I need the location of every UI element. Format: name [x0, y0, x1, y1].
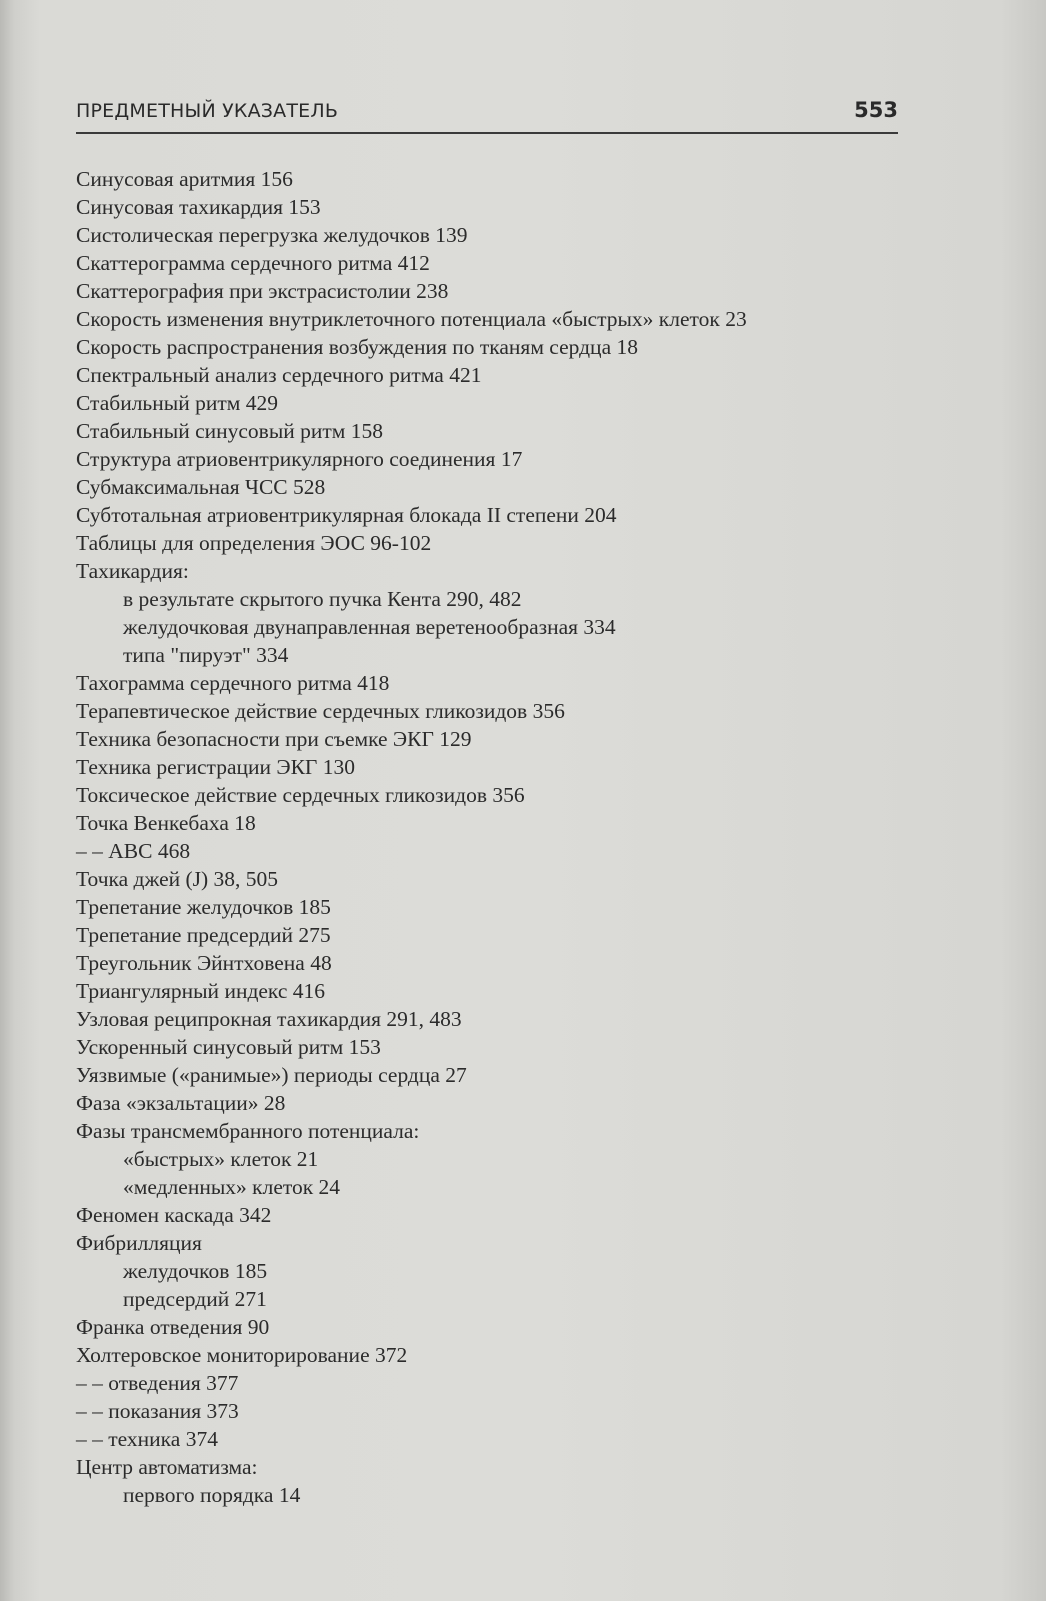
index-entry: Стабильный синусовый ритм 158 [76, 419, 384, 443]
index-entry: Фибрилляция [76, 1231, 202, 1255]
index-entry: Точка Венкебаха 18 [76, 811, 256, 835]
index-entry: Ускоренный синусовый ритм 153 [76, 1035, 381, 1059]
index-entry: Скаттерограмма сердечного ритма 412 [76, 251, 430, 275]
index-entry: Скорость распространения возбуждения по тканям сердца 18 [76, 335, 638, 359]
index-entry: Структура атриовентрикулярного соединения 17 [76, 447, 523, 471]
index-entry: Феномен каскада 342 [76, 1203, 272, 1227]
index-subentry: предсердий 271 [123, 1287, 267, 1311]
index-entry: – – АВС 468 [76, 839, 191, 863]
index-entry: Стабильный ритм 429 [76, 391, 278, 415]
index-entry: – – показания 373 [76, 1399, 239, 1423]
index-entry: Субмаксимальная ЧСС 528 [76, 475, 326, 499]
index-entry: Холтеровское мониторирование 372 [76, 1343, 408, 1367]
header-title: ПРЕДМЕТНЫЙ УКАЗАТЕЛЬ [76, 100, 339, 122]
index-entry: – – отведения 377 [76, 1371, 239, 1395]
index-entry: Скаттерография при экстрасистолии 238 [76, 279, 449, 303]
index-subentry: в результате скрытого пучка Кента 290, 482 [123, 587, 522, 611]
index-entry: Узловая реципрокная тахикардия 291, 483 [76, 1007, 462, 1031]
index-entry: Техника регистрации ЭКГ 130 [76, 755, 355, 779]
index-entry: Уязвимые («ранимые») периоды сердца 27 [76, 1063, 467, 1087]
index-entry: Техника безопасности при съемке ЭКГ 129 [76, 727, 472, 751]
index-entry: Скорость изменения внутриклеточного потенциала «быстрых» клеток 23 [76, 307, 747, 331]
index-entry: Токсическое действие сердечных гликозидов 356 [76, 783, 525, 807]
index-entry: Систолическая перегрузка желудочков 139 [76, 223, 468, 247]
index-entry: Франка отведения 90 [76, 1315, 270, 1339]
index-subentry: желудочковая двунаправленная веретенообразная 334 [123, 615, 616, 639]
index-subentry: «быстрых» клеток 21 [123, 1147, 319, 1171]
page-number: 553 [854, 98, 898, 122]
index-subentry: «медленных» клеток 24 [123, 1175, 341, 1199]
index-entry: Треугольник Эйнтховена 48 [76, 951, 332, 975]
index-entry: Таблицы для определения ЭОС 96-102 [76, 531, 432, 555]
index-entry: Триангулярный индекс 416 [76, 979, 326, 1003]
index-entry: Синусовая аритмия 156 [76, 167, 293, 191]
index-entry: – – техника 374 [76, 1427, 218, 1451]
index-entry: Фазы трансмембранного потенциала: [76, 1119, 420, 1143]
index-entry: Трепетание желудочков 185 [76, 895, 331, 919]
index-entry: Трепетание предсердий 275 [76, 923, 331, 947]
index-subentry: желудочков 185 [123, 1259, 268, 1283]
index-entry: Фаза «экзальтации» 28 [76, 1091, 286, 1115]
index-subentry: первого порядка 14 [123, 1483, 301, 1507]
index-entry: Точка джей (J) 38, 505 [76, 867, 279, 891]
index-entry: Центр автоматизма: [76, 1455, 258, 1479]
subject-index-list [76, 165, 936, 1509]
index-entry: Тахикардия: [76, 559, 189, 583]
index-entry: Терапевтическое действие сердечных гликозидов 356 [76, 699, 565, 723]
index-entry: Спектральный анализ сердечного ритма 421 [76, 363, 482, 387]
running-header [76, 98, 898, 134]
index-entry: Синусовая тахикардия 153 [76, 195, 321, 219]
index-entry: Субтотальная атриовентрикулярная блокада II степени 204 [76, 503, 617, 527]
index-entry: Тахограмма сердечного ритма 418 [76, 671, 390, 695]
index-subentry: типа "пируэт" 334 [123, 643, 289, 667]
